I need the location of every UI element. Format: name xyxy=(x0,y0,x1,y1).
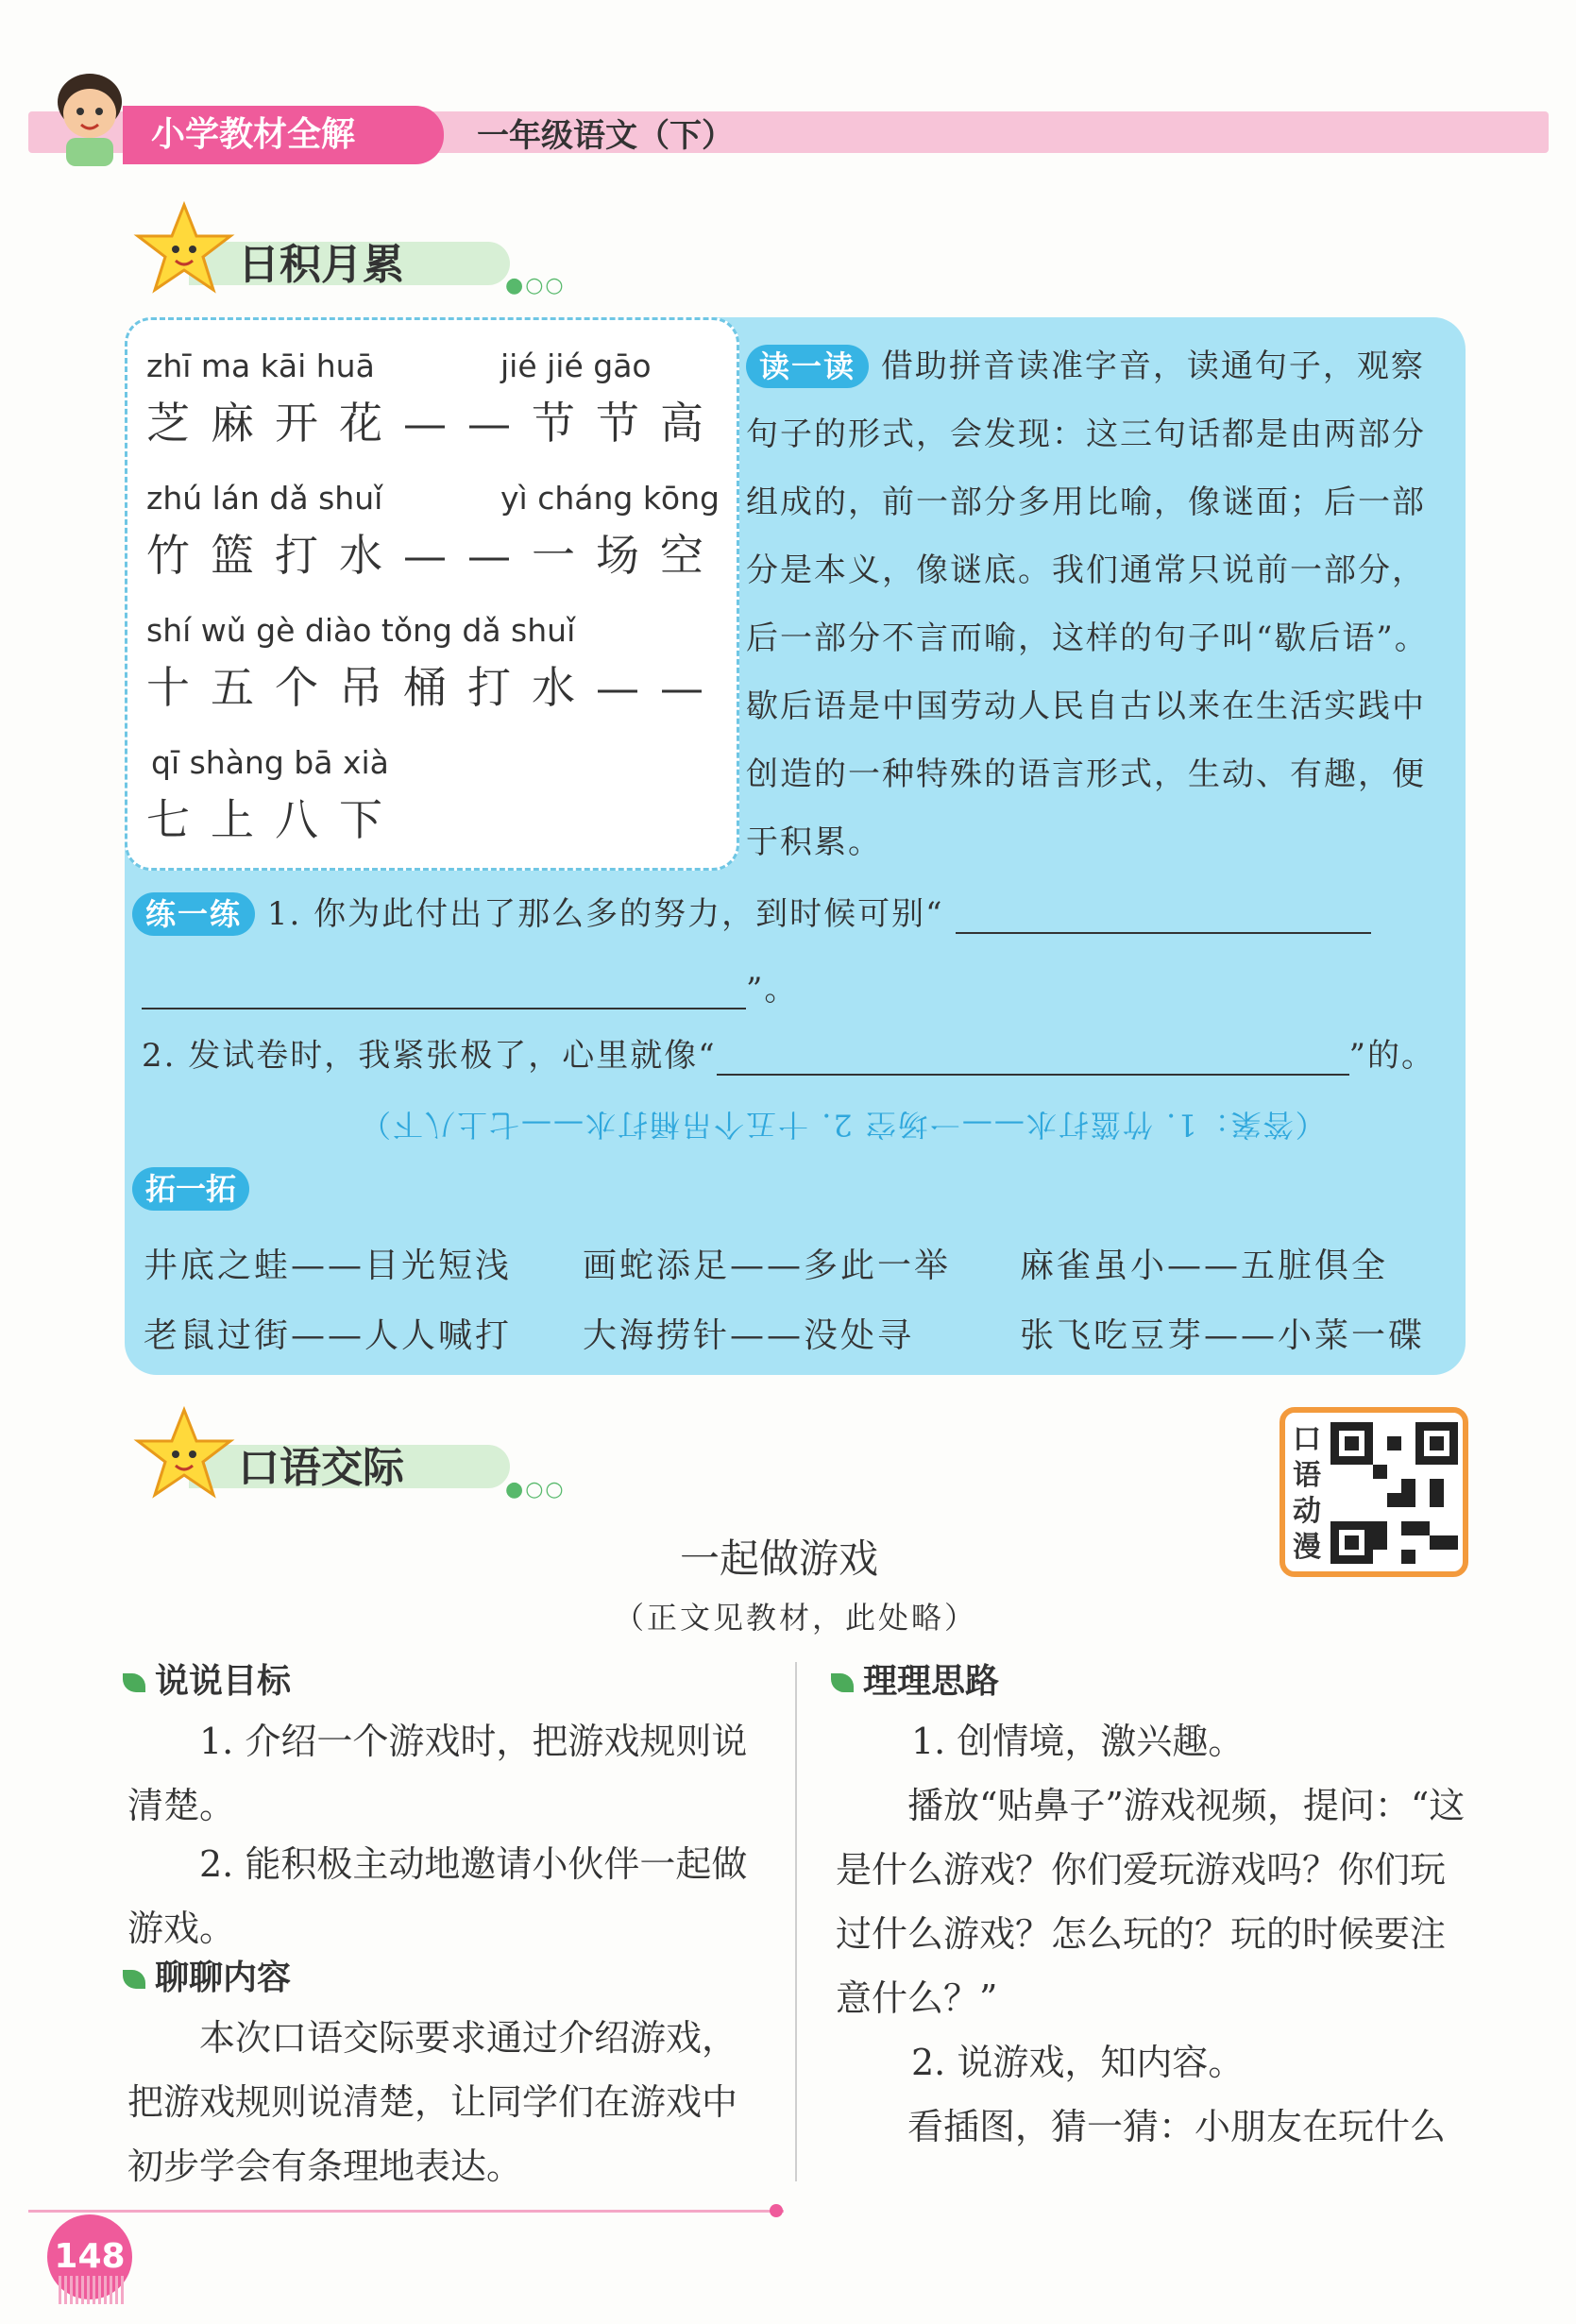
q2-suffix: ”的。 xyxy=(1348,1037,1436,1075)
poem-text: 十五个吊桶打水 xyxy=(146,662,596,713)
poem-line: 竹篮打水——一场空 xyxy=(146,530,724,581)
ideas-heading-text: 理理思路 xyxy=(863,1662,1000,1701)
read-body: 借助拼音读准字音，读通句子，观察句子的形式，会发现：这三句话都是由两部分组成的，前一部分多用比喻，像谜面；后一部分是本义，像谜底。我们通常只说前一部分，后一部分不言而喻，这样的句子叫“歇后语”。歇后语是中国劳动人民自古以来在生活实践中创造的一种特殊的语言形式，生动、有趣，便于积累。 xyxy=(746,348,1429,861)
pinyin-line: zhī ma kāi huā xyxy=(146,348,375,384)
content-heading-text: 聊聊内容 xyxy=(155,1959,292,1997)
idiom: 老鼠过街——人人喊打 xyxy=(144,1316,513,1355)
star-icon xyxy=(132,1405,236,1500)
poem-text: 竹篮打水 xyxy=(146,530,403,581)
pinyin-line: jié jié gāo xyxy=(500,348,652,384)
star-icon xyxy=(132,200,236,295)
q2-prefix: 2. 发试卷时，我紧张极了，心里就像“ xyxy=(142,1037,717,1075)
q1-prefix: 1. 你为此付出了那么多的努力，到时候可别“ xyxy=(266,895,944,933)
idea-2-text: 看插图，猜一猜：小朋友在玩什么 xyxy=(907,2106,1447,2147)
footer-dot xyxy=(770,2204,783,2217)
section1-title: 日积月累 xyxy=(238,241,404,289)
leaf-icon xyxy=(123,1970,145,1989)
goal-1: 1. 介绍一个游戏时，把游戏规则说清楚。 xyxy=(127,1721,748,1826)
poem-line: 十五个吊桶打水—— xyxy=(146,662,724,713)
answer-blank[interactable] xyxy=(142,979,746,1009)
poem-text: 一场空 xyxy=(532,530,724,581)
qr-code-icon xyxy=(1330,1422,1458,1564)
poem-line: 芝麻开花——节节高 xyxy=(146,398,724,449)
column-divider xyxy=(795,1662,797,2181)
page-number: 148 xyxy=(47,2214,132,2299)
lesson-note: （正文见教材，此处略） xyxy=(614,1600,978,1636)
title-dots: ●○○ xyxy=(505,274,566,297)
book-title: 一年级语文（下） xyxy=(477,117,734,155)
qr-tv-frame[interactable] xyxy=(1279,1407,1468,1577)
footer-line xyxy=(28,2210,784,2213)
read-tag: 读一读 xyxy=(746,345,869,388)
goals-heading xyxy=(123,1654,291,1703)
goal-2: 2. 能积极主动地邀请小伙伴一起做游戏。 xyxy=(127,1843,748,1949)
idiom: 井底之蛙——目光短浅 xyxy=(144,1247,513,1285)
idiom: 麻雀虽小——五脏俱全 xyxy=(1020,1247,1389,1285)
content-text: 本次口语交际要求通过介绍游戏，把游戏规则说清楚，让同学们在游戏中初步学会有条理地表达。 xyxy=(127,2017,738,2187)
series-title: 小学教材全解 xyxy=(123,106,444,164)
content-heading xyxy=(123,1951,291,1999)
pinyin-line: yì cháng kōng xyxy=(500,480,720,517)
pinyin-line: qī shàng bā xià xyxy=(151,744,389,781)
answer-blank[interactable] xyxy=(717,1045,1349,1076)
poem-text: 芝麻开花 xyxy=(146,398,403,449)
expand-tag: 拓一拓 xyxy=(132,1167,249,1211)
answer-blank[interactable] xyxy=(956,904,1371,934)
pinyin-line: zhú lán dǎ shuǐ xyxy=(146,480,383,517)
q1-suffix: ”。 xyxy=(746,971,799,1009)
pinyin-line: shí wǔ gè diào tǒng dǎ shuǐ xyxy=(146,612,576,649)
practice-q2 xyxy=(142,1029,1435,1076)
practice-q1-cont xyxy=(142,963,798,1009)
title-dots: ●○○ xyxy=(505,1478,566,1501)
idiom: 张飞吃豆芽——小菜一碟 xyxy=(1020,1316,1426,1355)
upside-down-answer: （答案：1. 竹篮打水——一场空 2. 十五个吊桶打水——七上八下） xyxy=(359,1107,1326,1143)
poem-text: 节节高 xyxy=(532,398,724,449)
practice-q1 xyxy=(132,888,1454,934)
idiom: 画蛇添足——多此一举 xyxy=(583,1247,952,1285)
leaf-icon xyxy=(123,1673,145,1692)
qr-label: 口语动漫 xyxy=(1293,1423,1321,1564)
boy-mascot-icon xyxy=(38,64,142,168)
idea-1: 1. 创情境，激兴趣。 xyxy=(911,1721,1245,1762)
poem-line: 七上八下 xyxy=(146,794,403,845)
idea-1-text: 播放“贴鼻子”游戏视频，提问：“这是什么游戏？你们爱玩游戏吗？你们玩过什么游戏？怎么玩的？玩的时候要注意什么？” xyxy=(836,1785,1466,2019)
practice-tag: 练一练 xyxy=(132,892,255,936)
section2-title: 口语交际 xyxy=(238,1444,404,1492)
expand-tag-wrap xyxy=(132,1165,249,1209)
leaf-icon xyxy=(831,1673,854,1692)
idiom: 大海捞针——没处寻 xyxy=(583,1316,915,1355)
lesson-title: 一起做游戏 xyxy=(680,1535,879,1582)
ideas-heading xyxy=(831,1654,999,1703)
idea-2: 2. 说游戏，知内容。 xyxy=(911,2042,1245,2083)
footer-stripes xyxy=(59,2276,125,2304)
goals-heading-text: 说说目标 xyxy=(155,1662,292,1701)
read-instructions xyxy=(746,332,1454,876)
